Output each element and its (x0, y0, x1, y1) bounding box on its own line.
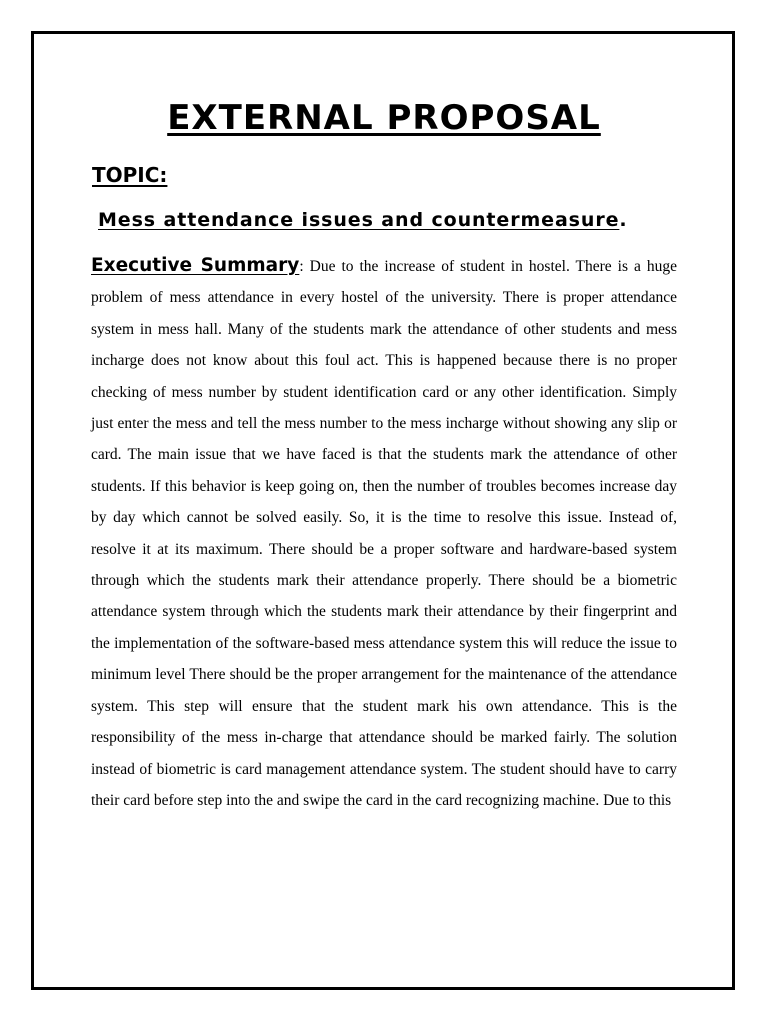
executive-summary (91, 250, 677, 816)
document-title-text: EXTERNAL PROPOSAL (167, 98, 601, 138)
topic-label: TOPIC: (92, 163, 168, 187)
executive-summary-heading: Executive Summary (91, 255, 300, 276)
topic-text (98, 209, 628, 231)
topic-text-period: . (619, 209, 628, 231)
document-title (0, 98, 768, 138)
topic-text-main: Mess attendance issues and countermeasure (98, 209, 620, 231)
executive-summary-body: : Due to the increase of student in hostel. There is a huge problem of mess attendance in every hostel of the university. There is proper attendance system in mess hall. Many of the students mark the attendance of other students and mess incharge does not know about this foul act. This is happened because there is no proper checking of mess number by student identification card or any other identification. Simply just enter the mess and tell the mess number to the mess incharge without showing any slip or card. The main issue that we have faced is that the students mark the attendance of other students. If this behavior is keep going on, then the number of troubles becomes increase day by day which cannot be solved easily. So, it is the time to resolve this issue. Instead of, resolve it at its maximum. There should be a proper software and hardware-based system through which the students mark their attendance properly. There should be a biometric attendance system through which the students mark their attendance by their fingerprint and the implementation of the software-based mess attendance system this will reduce the issue to minimum level There should be the proper arrangement for the maintenance of the attendance system. This step will ensure that the student mark his own attendance. This is the responsibility of the mess in-charge that attendance should be marked fairly. The solution instead of biometric is card management attendance system. The student should have to carry their card before step into the and swipe the card in the card recognizing machine. Due to this (91, 258, 677, 809)
